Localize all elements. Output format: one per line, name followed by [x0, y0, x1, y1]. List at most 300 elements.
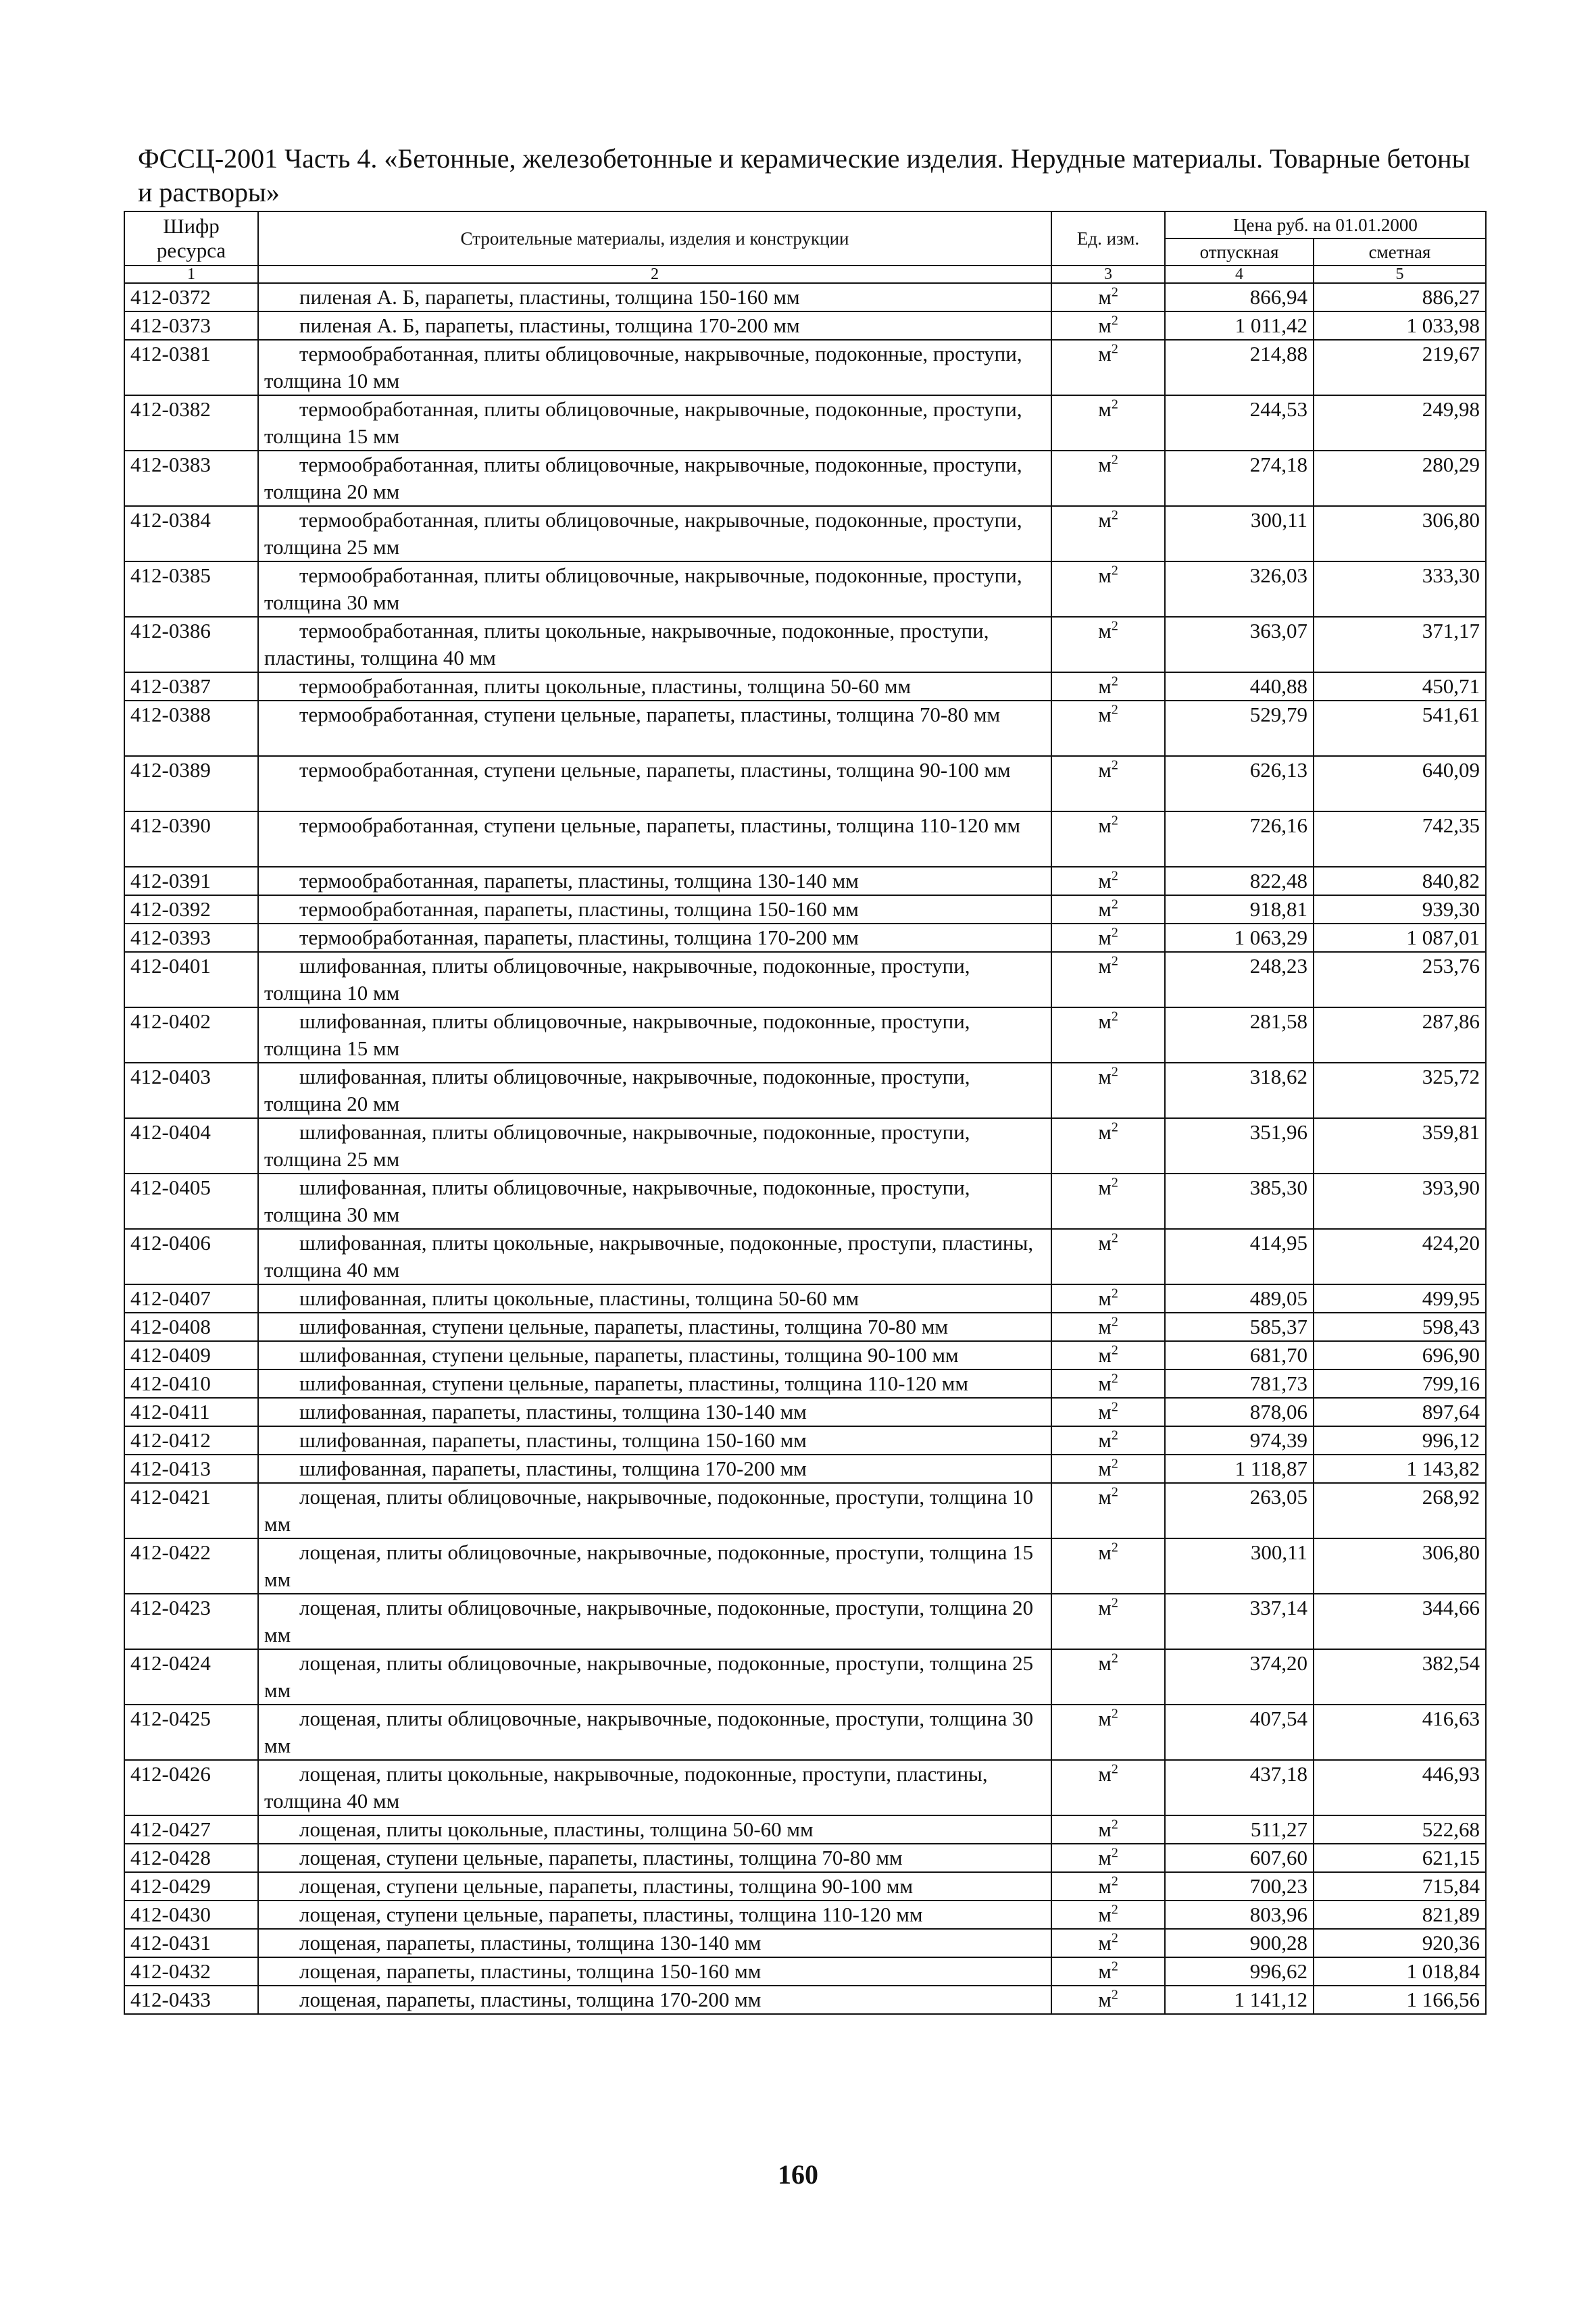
estimate-price: 253,76: [1314, 952, 1486, 1007]
unit-cell: [1051, 340, 1165, 395]
material-name-text: пиленая А. Б, парапеты, пластины, толщина 150-160 мм: [299, 285, 800, 309]
unit-power: 2: [1111, 1286, 1118, 1301]
unit-base: м: [1098, 1707, 1112, 1730]
unit-power: 2: [1111, 1428, 1118, 1443]
material-name: [258, 451, 1051, 506]
resource-code: 412-0385: [124, 561, 258, 617]
unit-base: м: [1098, 1817, 1112, 1841]
resource-code: 412-0425: [124, 1705, 258, 1760]
table-row: [124, 1760, 1486, 1815]
table-row: [124, 1844, 1486, 1872]
unit-power: 2: [1111, 618, 1118, 634]
resource-code: 412-0402: [124, 1007, 258, 1063]
unit-power: 2: [1111, 925, 1118, 940]
estimate-price: 920,36: [1314, 1929, 1486, 1957]
unit-base: м: [1098, 1231, 1112, 1255]
release-price: 1 118,87: [1165, 1455, 1314, 1483]
unit-base: м: [1098, 1457, 1112, 1480]
material-name: [258, 952, 1051, 1007]
material-name: [258, 1705, 1051, 1760]
unit-cell: [1051, 895, 1165, 924]
material-name-text: термообработанная, парапеты, пластины, толщина 130-140 мм: [299, 869, 859, 892]
resource-code: 412-0382: [124, 395, 258, 451]
table-row: [124, 283, 1486, 311]
unit-power: 2: [1111, 452, 1118, 468]
resource-code: 412-0407: [124, 1284, 258, 1313]
estimate-price: 446,93: [1314, 1760, 1486, 1815]
unit-base: м: [1098, 1343, 1112, 1367]
resource-code: 412-0422: [124, 1538, 258, 1594]
unit-base: м: [1098, 563, 1112, 587]
material-name: [258, 1118, 1051, 1174]
material-name: [258, 1760, 1051, 1815]
unit-base: м: [1098, 813, 1112, 837]
release-price: 974,39: [1165, 1426, 1314, 1455]
table-row: [124, 867, 1486, 895]
estimate-price: 382,54: [1314, 1649, 1486, 1705]
column-header-release-price: отпускная: [1165, 238, 1314, 266]
resource-code: 412-0411: [124, 1398, 258, 1426]
resource-code: 412-0405: [124, 1174, 258, 1229]
estimate-price: 1 033,98: [1314, 311, 1486, 340]
material-name: [258, 672, 1051, 701]
table-row: [124, 1594, 1486, 1649]
unit-power: 2: [1111, 1314, 1118, 1330]
unit-base: м: [1098, 674, 1112, 698]
estimate-price: 1 087,01: [1314, 924, 1486, 952]
material-name-text: лощеная, плиты облицовочные, накрывочные, подоконные, проступи, толщина 10 мм: [264, 1485, 1034, 1536]
material-name: [258, 1229, 1051, 1284]
resource-code: 412-0427: [124, 1815, 258, 1844]
table-row: [124, 952, 1486, 1007]
release-price: 822,48: [1165, 867, 1314, 895]
material-name: [258, 1986, 1051, 2014]
estimate-price: 799,16: [1314, 1369, 1486, 1398]
resource-code: 412-0431: [124, 1929, 258, 1957]
material-name-text: шлифованная, ступени цельные, парапеты, пластины, толщина 110-120 мм: [299, 1372, 968, 1395]
unit-power: 2: [1111, 1540, 1118, 1555]
resource-code: 412-0433: [124, 1986, 258, 2014]
unit-power: 2: [1111, 1399, 1118, 1415]
table-row: [124, 1815, 1486, 1844]
unit-base: м: [1098, 1485, 1112, 1509]
release-price: 414,95: [1165, 1229, 1314, 1284]
table-row: [124, 395, 1486, 451]
unit-power: 2: [1111, 1873, 1118, 1889]
unit-power: 2: [1111, 1175, 1118, 1190]
resource-code: 412-0390: [124, 811, 258, 867]
material-name-text: термообработанная, плиты облицовочные, накрывочные, подоконные, проступи, толщина 30 мм: [264, 563, 1022, 614]
unit-base: м: [1098, 1065, 1112, 1088]
price-table: [124, 211, 1487, 2015]
estimate-price: 621,15: [1314, 1844, 1486, 1872]
unit-cell: [1051, 1063, 1165, 1118]
table-row: [124, 1313, 1486, 1341]
unit-cell: [1051, 1844, 1165, 1872]
material-name-text: термообработанная, плиты облицовочные, накрывочные, подоконные, проступи, толщина 15 мм: [264, 397, 1022, 448]
estimate-price: 522,68: [1314, 1815, 1486, 1844]
release-price: 1 141,12: [1165, 1986, 1314, 2014]
material-name: [258, 1369, 1051, 1398]
unit-cell: [1051, 1398, 1165, 1426]
unit-cell: [1051, 1705, 1165, 1760]
resource-code: 412-0392: [124, 895, 258, 924]
table-row: [124, 672, 1486, 701]
estimate-price: 306,80: [1314, 506, 1486, 561]
unit-cell: [1051, 1483, 1165, 1538]
unit-cell: [1051, 1538, 1165, 1594]
estimate-price: 1 018,84: [1314, 1957, 1486, 1986]
unit-cell: [1051, 1594, 1165, 1649]
unit-base: м: [1098, 1372, 1112, 1395]
material-name: [258, 1174, 1051, 1229]
unit-power: 2: [1111, 897, 1118, 912]
unit-power: 2: [1111, 563, 1118, 578]
resource-code: 412-0410: [124, 1369, 258, 1398]
unit-cell: [1051, 1118, 1165, 1174]
estimate-price: 450,71: [1314, 672, 1486, 701]
release-price: 374,20: [1165, 1649, 1314, 1705]
unit-power: 2: [1111, 813, 1118, 828]
page-number: 160: [778, 2159, 818, 2190]
material-name-text: шлифованная, ступени цельные, парапеты, пластины, толщина 90-100 мм: [299, 1343, 959, 1367]
unit-cell: [1051, 1174, 1165, 1229]
unit-base: м: [1098, 1400, 1112, 1424]
table-row: [124, 1957, 1486, 1986]
material-name: [258, 1815, 1051, 1844]
material-name: [258, 1313, 1051, 1341]
release-price: 803,96: [1165, 1901, 1314, 1929]
material-name: [258, 1649, 1051, 1705]
column-number: 5: [1314, 266, 1486, 283]
unit-power: 2: [1111, 1120, 1118, 1135]
table-row: [124, 1174, 1486, 1229]
table-row: [124, 701, 1486, 756]
release-price: 878,06: [1165, 1398, 1314, 1426]
unit-base: м: [1098, 1176, 1112, 1199]
material-name: [258, 1594, 1051, 1649]
table-row: [124, 1483, 1486, 1538]
release-price: 440,88: [1165, 672, 1314, 701]
unit-cell: [1051, 1872, 1165, 1901]
material-name: [258, 1901, 1051, 1929]
unit-base: м: [1098, 1428, 1112, 1452]
resource-code: 412-0409: [124, 1341, 258, 1369]
unit-power: 2: [1111, 1761, 1118, 1777]
material-name: [258, 340, 1051, 395]
estimate-price: 598,43: [1314, 1313, 1486, 1341]
unit-power: 2: [1111, 674, 1118, 689]
unit-power: 2: [1111, 507, 1118, 523]
unit-cell: [1051, 1007, 1165, 1063]
table-row: [124, 1369, 1486, 1398]
unit-cell: [1051, 451, 1165, 506]
column-header-code: Шифр ресурса: [124, 211, 258, 266]
estimate-price: 393,90: [1314, 1174, 1486, 1229]
material-name: [258, 1398, 1051, 1426]
resource-code: 412-0388: [124, 701, 258, 756]
resource-code: 412-0413: [124, 1455, 258, 1483]
table-row: [124, 451, 1486, 506]
table-header-row: [124, 211, 1486, 238]
unit-cell: [1051, 1455, 1165, 1483]
material-name: [258, 1957, 1051, 1986]
unit-cell: [1051, 506, 1165, 561]
material-name: [258, 1455, 1051, 1483]
resource-code: 412-0393: [124, 924, 258, 952]
unit-power: 2: [1111, 868, 1118, 884]
unit-power: 2: [1111, 953, 1118, 969]
unit-cell: [1051, 283, 1165, 311]
unit-cell: [1051, 1229, 1165, 1284]
material-name-text: лощеная, плиты облицовочные, накрывочные, подоконные, проступи, толщина 15 мм: [264, 1540, 1034, 1591]
material-name-text: шлифованная, ступени цельные, парапеты, пластины, толщина 70-80 мм: [299, 1315, 949, 1338]
column-header-name: Строительные материалы, изделия и конструкции: [258, 211, 1051, 266]
table-row: [124, 1901, 1486, 1929]
table-row: [124, 1426, 1486, 1455]
release-price: 214,88: [1165, 340, 1314, 395]
unit-base: м: [1098, 285, 1112, 309]
unit-cell: [1051, 1929, 1165, 1957]
material-name: [258, 895, 1051, 924]
table-row: [124, 1284, 1486, 1313]
unit-power: 2: [1111, 1456, 1118, 1472]
material-name-text: термообработанная, плиты облицовочные, накрывочные, подоконные, проступи, толщина 20 мм: [264, 453, 1022, 503]
release-price: 626,13: [1165, 756, 1314, 811]
material-name: [258, 395, 1051, 451]
table-row: [124, 1929, 1486, 1957]
unit-power: 2: [1111, 1009, 1118, 1024]
resource-code: 412-0384: [124, 506, 258, 561]
release-price: 281,58: [1165, 1007, 1314, 1063]
unit-base: м: [1098, 619, 1112, 643]
material-name: [258, 701, 1051, 756]
unit-power: 2: [1111, 1706, 1118, 1721]
table-row: [124, 1649, 1486, 1705]
unit-base: м: [1098, 1931, 1112, 1955]
unit-base: м: [1098, 954, 1112, 978]
unit-cell: [1051, 1815, 1165, 1844]
material-name-text: шлифованная, плиты облицовочные, накрывочные, подоконные, проступи, толщина 15 мм: [264, 1009, 970, 1060]
unit-cell: [1051, 1649, 1165, 1705]
material-name: [258, 311, 1051, 340]
material-name: [258, 867, 1051, 895]
estimate-price: 1 166,56: [1314, 1986, 1486, 2014]
estimate-price: 996,12: [1314, 1426, 1486, 1455]
material-name: [258, 924, 1051, 952]
document-title: ФССЦ-2001 Часть 4. «Бетонные, железобетонные и керамические изделия. Нерудные материалы. Товарные бетоны и растворы»: [138, 143, 1470, 207]
release-price: 529,79: [1165, 701, 1314, 756]
column-number: 1: [124, 266, 258, 283]
column-number: 3: [1051, 266, 1165, 283]
material-name-text: лощеная, плиты цокольные, накрывочные, подоконные, проступи, пластины, толщина 40 мм: [264, 1762, 988, 1813]
resource-code: 412-0372: [124, 283, 258, 311]
table-row: [124, 311, 1486, 340]
estimate-price: 640,09: [1314, 756, 1486, 811]
estimate-price: 715,84: [1314, 1872, 1486, 1901]
release-price: 585,37: [1165, 1313, 1314, 1341]
estimate-price: 325,72: [1314, 1063, 1486, 1118]
resource-code: 412-0432: [124, 1957, 258, 1986]
material-name-text: лощеная, парапеты, пластины, толщина 150-160 мм: [299, 1959, 762, 1983]
estimate-price: 1 143,82: [1314, 1455, 1486, 1483]
estimate-price: 939,30: [1314, 895, 1486, 924]
estimate-price: 219,67: [1314, 340, 1486, 395]
unit-base: м: [1098, 1120, 1112, 1144]
material-name: [258, 1929, 1051, 1957]
unit-power: 2: [1111, 1230, 1118, 1246]
unit-cell: [1051, 924, 1165, 952]
column-header-estimate-price: сметная: [1314, 238, 1486, 266]
material-name-text: термообработанная, плиты облицовочные, накрывочные, подоконные, проступи, толщина 25 мм: [264, 508, 1022, 559]
release-price: 489,05: [1165, 1284, 1314, 1313]
material-name-text: лощеная, ступени цельные, парапеты, пластины, толщина 110-120 мм: [299, 1903, 923, 1926]
release-price: 385,30: [1165, 1174, 1314, 1229]
unit-base: м: [1098, 1988, 1112, 2011]
resource-code: 412-0391: [124, 867, 258, 895]
unit-cell: [1051, 1369, 1165, 1398]
unit-base: м: [1098, 1540, 1112, 1564]
material-name-text: лощеная, плиты цокольные, пластины, толщина 50-60 мм: [299, 1817, 814, 1841]
unit-power: 2: [1111, 1484, 1118, 1500]
material-name-text: шлифованная, парапеты, пластины, толщина 170-200 мм: [299, 1457, 807, 1480]
material-name-text: термообработанная, парапеты, пластины, толщина 170-200 мм: [299, 926, 859, 949]
estimate-price: 821,89: [1314, 1901, 1486, 1929]
material-name-text: пиленая А. Б, парапеты, пластины, толщина 170-200 мм: [299, 313, 800, 337]
material-name: [258, 1284, 1051, 1313]
release-price: 274,18: [1165, 451, 1314, 506]
estimate-price: 280,29: [1314, 451, 1486, 506]
release-price: 337,14: [1165, 1594, 1314, 1649]
resource-code: 412-0426: [124, 1760, 258, 1815]
unit-power: 2: [1111, 1371, 1118, 1386]
release-price: 996,62: [1165, 1957, 1314, 1986]
table-body: [124, 283, 1486, 2014]
table-row: [124, 756, 1486, 811]
unit-base: м: [1098, 869, 1112, 892]
estimate-price: 333,30: [1314, 561, 1486, 617]
material-name-text: шлифованная, плиты цокольные, пластины, толщина 50-60 мм: [299, 1286, 859, 1310]
unit-base: м: [1098, 508, 1112, 532]
material-name-text: шлифованная, парапеты, пластины, толщина 150-160 мм: [299, 1428, 807, 1452]
table-row: [124, 1455, 1486, 1483]
resource-code: 412-0386: [124, 617, 258, 672]
unit-base: м: [1098, 1651, 1112, 1675]
column-header-unit: Ед. изм.: [1051, 211, 1165, 266]
unit-cell: [1051, 672, 1165, 701]
material-name: [258, 756, 1051, 811]
material-name-text: лощеная, парапеты, пластины, толщина 130-140 мм: [299, 1931, 762, 1955]
unit-power: 2: [1111, 1959, 1118, 1974]
column-number-row: [124, 266, 1486, 283]
release-price: 300,11: [1165, 1538, 1314, 1594]
release-price: 248,23: [1165, 952, 1314, 1007]
unit-power: 2: [1111, 397, 1118, 412]
unit-power: 2: [1111, 341, 1118, 357]
unit-base: м: [1098, 1903, 1112, 1926]
estimate-price: 742,35: [1314, 811, 1486, 867]
material-name: [258, 811, 1051, 867]
unit-power: 2: [1111, 1987, 1118, 2003]
material-name-text: шлифованная, плиты цокольные, накрывочные, подоконные, проступи, пластины, толщина 40 мм: [264, 1231, 1034, 1282]
unit-power: 2: [1111, 757, 1118, 773]
release-price: 681,70: [1165, 1341, 1314, 1369]
release-price: 726,16: [1165, 811, 1314, 867]
unit-base: м: [1098, 1009, 1112, 1033]
table-row: [124, 1986, 1486, 2014]
unit-cell: [1051, 1901, 1165, 1929]
table-row: [124, 1063, 1486, 1118]
resource-code: 412-0403: [124, 1063, 258, 1118]
unit-power: 2: [1111, 1930, 1118, 1946]
unit-base: м: [1098, 313, 1112, 337]
unit-power: 2: [1111, 284, 1118, 300]
unit-cell: [1051, 617, 1165, 672]
unit-base: м: [1098, 453, 1112, 476]
table-row: [124, 1229, 1486, 1284]
unit-power: 2: [1111, 1064, 1118, 1080]
release-price: 351,96: [1165, 1118, 1314, 1174]
unit-cell: [1051, 811, 1165, 867]
unit-power: 2: [1111, 1651, 1118, 1666]
material-name-text: шлифованная, плиты облицовочные, накрывочные, подоконные, проступи, толщина 25 мм: [264, 1120, 970, 1171]
unit-cell: [1051, 395, 1165, 451]
unit-base: м: [1098, 1315, 1112, 1338]
material-name: [258, 561, 1051, 617]
table-row: [124, 895, 1486, 924]
material-name-text: шлифованная, плиты облицовочные, накрывочные, подоконные, проступи, толщина 30 мм: [264, 1176, 970, 1226]
resource-code: 412-0381: [124, 340, 258, 395]
unit-power: 2: [1111, 1902, 1118, 1917]
table-row: [124, 1705, 1486, 1760]
estimate-price: 696,90: [1314, 1341, 1486, 1369]
estimate-price: 306,80: [1314, 1538, 1486, 1594]
material-name-text: шлифованная, парапеты, пластины, толщина 130-140 мм: [299, 1400, 807, 1424]
table-row: [124, 506, 1486, 561]
unit-cell: [1051, 1341, 1165, 1369]
material-name-text: термообработанная, плиты облицовочные, накрывочные, подоконные, проступи, толщина 10 мм: [264, 342, 1022, 393]
unit-base: м: [1098, 342, 1112, 366]
resource-code: 412-0406: [124, 1229, 258, 1284]
resource-code: 412-0423: [124, 1594, 258, 1649]
estimate-price: 249,98: [1314, 395, 1486, 451]
material-name-text: термообработанная, парапеты, пластины, толщина 150-160 мм: [299, 897, 859, 921]
table-row: [124, 1118, 1486, 1174]
material-name-text: шлифованная, плиты облицовочные, накрывочные, подоконные, проступи, толщина 10 мм: [264, 954, 970, 1005]
unit-power: 2: [1111, 1845, 1118, 1861]
column-number: 4: [1165, 266, 1314, 283]
table-row: [124, 1872, 1486, 1901]
release-price: 363,07: [1165, 617, 1314, 672]
resource-code: 412-0412: [124, 1426, 258, 1455]
estimate-price: 424,20: [1314, 1229, 1486, 1284]
estimate-price: 344,66: [1314, 1594, 1486, 1649]
column-number: 2: [258, 266, 1051, 283]
release-price: 918,81: [1165, 895, 1314, 924]
release-price: 326,03: [1165, 561, 1314, 617]
unit-cell: [1051, 701, 1165, 756]
material-name-text: лощеная, ступени цельные, парапеты, пластины, толщина 90-100 мм: [299, 1874, 914, 1898]
estimate-price: 897,64: [1314, 1398, 1486, 1426]
material-name: [258, 283, 1051, 311]
material-name: [258, 1426, 1051, 1455]
table-row: [124, 617, 1486, 672]
unit-base: м: [1098, 1846, 1112, 1869]
unit-cell: [1051, 1760, 1165, 1815]
material-name: [258, 617, 1051, 672]
unit-power: 2: [1111, 1817, 1118, 1832]
material-name-text: термообработанная, плиты цокольные, пластины, толщина 50-60 мм: [299, 674, 912, 698]
